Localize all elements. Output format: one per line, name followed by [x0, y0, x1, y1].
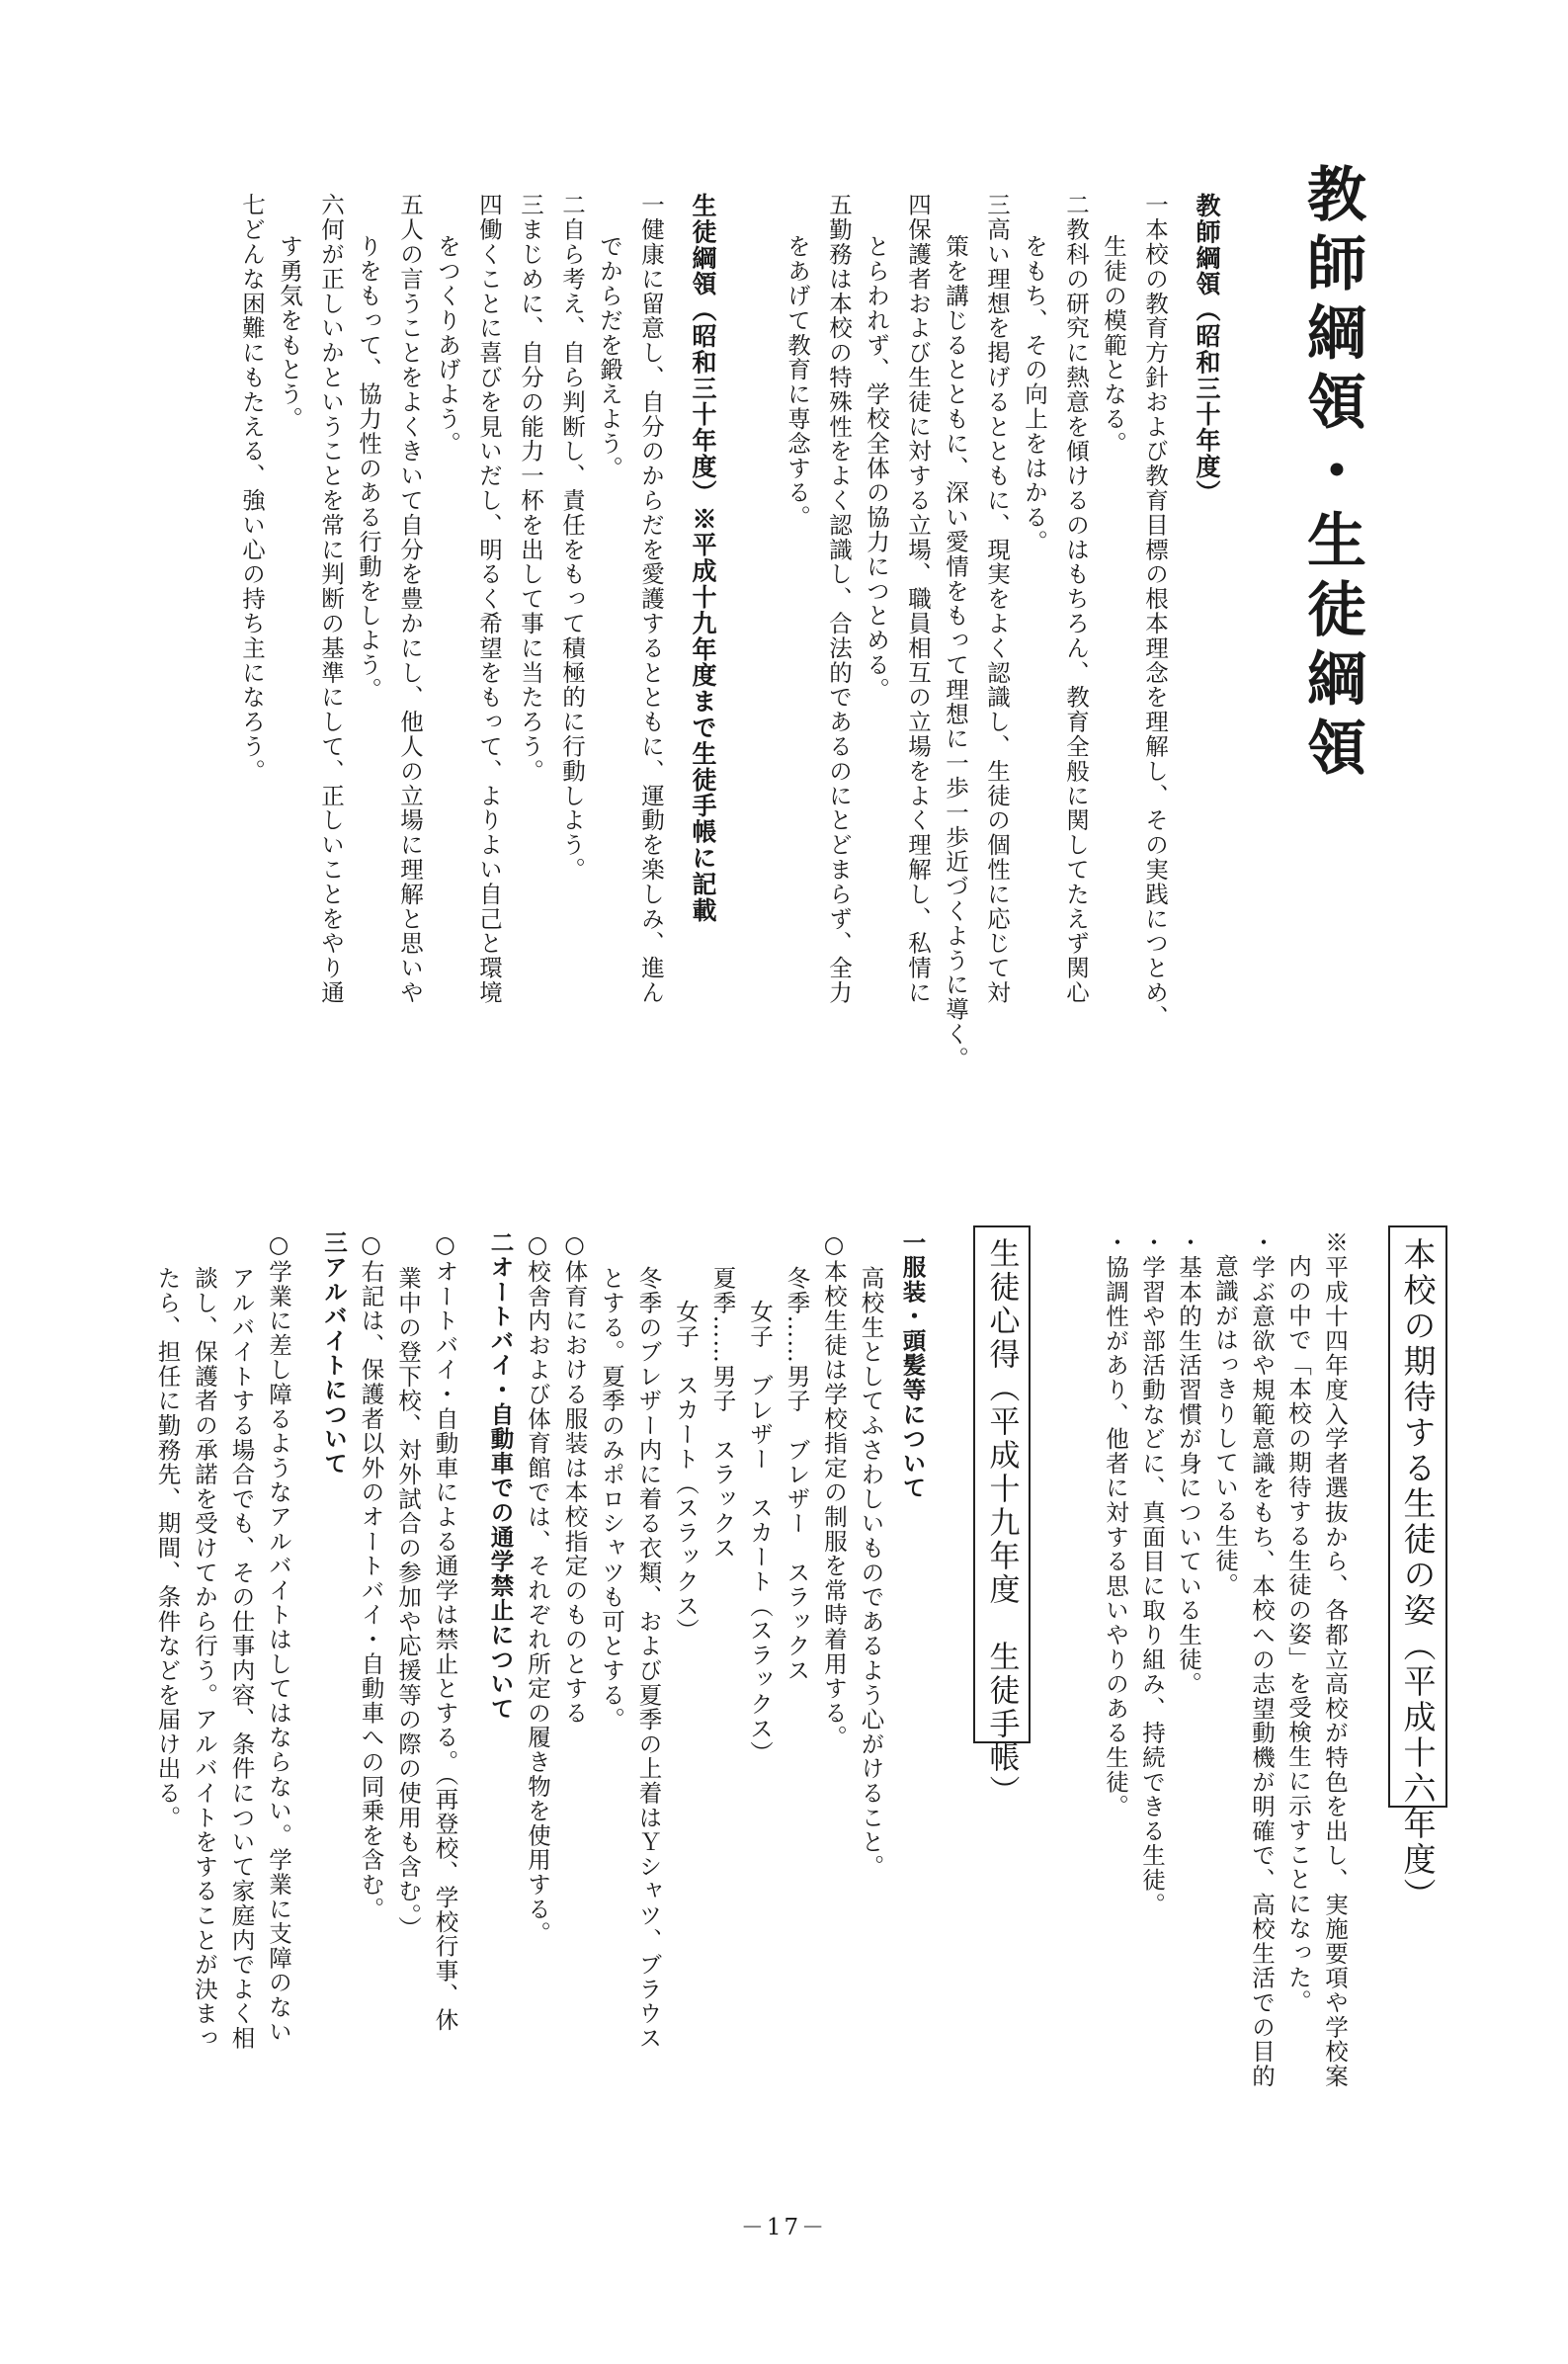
code-item-line: [549, 193, 591, 1062]
student-rules-body: [148, 1230, 931, 2219]
expected-student-body: [1097, 1230, 1353, 2219]
code-item-number: 三: [983, 193, 1011, 217]
code-item-number: 六: [317, 193, 345, 217]
code-item-line: [974, 193, 1016, 1062]
code-item-number: 二: [1062, 193, 1090, 217]
code-item-number: 五: [396, 193, 424, 217]
code-item-text: 勤務は本校の特殊性をよく認識し、合法的であるのにとどまらず、全力: [825, 216, 853, 1005]
code-item-text: をつくりあげよう。: [434, 234, 461, 457]
expected-bullet-line: ・協調性があり、他者に対する思いやりのある生徒。: [1102, 1230, 1129, 1819]
page-number: －17－: [740, 2215, 828, 2240]
expected-bullet-line: ・基本的生活習慣が身についている生徒。: [1175, 1230, 1202, 1697]
rules-section-title-text: オートバイ・自動車での通学禁止について: [486, 1254, 515, 1722]
rules-line: 女子 スカート（スラックス）: [672, 1300, 700, 1644]
rules-section-number: 三: [320, 1230, 348, 1255]
code-item-text: をもち、その向上をはかる。: [1021, 234, 1048, 554]
rules-section-number: 二: [486, 1230, 515, 1255]
expected-bullet-line: ・学習や部活動などに、真面目に取り組み、持続できる生徒。: [1138, 1230, 1166, 1917]
code-item-text: でからだを鍛えよう。: [596, 234, 623, 480]
rules-section-title-text: アルバイトについて: [320, 1254, 348, 1477]
rules-line: ○オートバイ・自動車による通学は禁止とする。（再登校、学校行事、休: [431, 1230, 459, 2033]
code-item-number: 一: [1141, 193, 1169, 217]
code-item-line: [816, 193, 858, 1062]
student-rules-heading: 生徒心得（平成十九年度 生徒手帳）: [983, 1237, 1020, 1809]
expected-student-heading: 本校の期待する生徒の姿（平成十六年度）: [1398, 1237, 1438, 1913]
code-item-text: 健康に留意し、自分のからだを愛護するとともに、運動を楽しみ、進ん: [637, 216, 665, 1005]
student-code: [198, 193, 721, 1062]
code-item-text: 何が正しいかということを常に判断の基準にして、正しいことをやり通: [317, 216, 345, 1005]
code-item-number: 三: [517, 193, 544, 217]
code-item-text: 自ら考え、自ら判断し、責任をもって積極的に行動しよう。: [558, 216, 586, 883]
rules-line: とする。夏季のみポロシャツも可とする。: [598, 1266, 625, 1732]
code-item-text: 策を講じるとともに、深い愛情をもって理想に一歩一歩近づくように導く。: [942, 234, 969, 1071]
code-item-text: とらわれず、学校全体の協力につとめる。: [863, 234, 890, 703]
rules-line: 談し、保護者の承諾を受けてから行う。アルバイトをすることが決まっ: [191, 1266, 218, 2051]
code-item-line: [308, 193, 350, 1062]
expected-note-line: ※平成十四年度入学者選抜から、各都立高校が特色を出し、実施要項や学校案: [1321, 1230, 1349, 2088]
code-item-line: [387, 193, 429, 1062]
code-item-line: [628, 193, 670, 1062]
rules-line: ○校舎内および体育館では、それぞれ所定の履き物を使用する。: [524, 1230, 551, 1946]
code-item-line: [1016, 193, 1053, 1062]
code-item-text: まじめに、自分の能力一杯を出して事に当たろう。: [517, 216, 544, 784]
expected-note-line: 内の中で「本校の期待する生徒の姿」を受検生に示すことになった。: [1284, 1254, 1312, 2014]
code-item-line: [508, 193, 549, 1062]
expected-bullet-line: ・学ぶ意欲や規範意識をもち、本校への志望動機が明確で、高校生活での目的: [1248, 1230, 1276, 2088]
code-item-text: 働くことに喜びを見いだし、明るく希望をもって、よりよい自己と環境: [475, 216, 503, 1005]
code-item-line: [1095, 193, 1132, 1062]
code-item-line: [229, 193, 271, 1062]
rules-section-title: [310, 1230, 352, 2219]
code-item-number: 一: [637, 193, 665, 217]
code-item-number: 七: [238, 193, 266, 217]
code-item-text: 人の言うことをよくきいて自分を豊かにし、他人の立場に理解と思いや: [396, 216, 424, 1005]
code-item-text: どんな困難にもたえる、強い心の持ち主になろう。: [238, 216, 266, 784]
code-item-number: 四: [475, 193, 503, 217]
code-item-text: 保護者および生徒に対する立場、職員相互の立場をよく理解し、私情に: [904, 216, 932, 1005]
code-item-line: [350, 193, 387, 1062]
code-item-text: す勇気をもとう。: [276, 234, 303, 432]
code-item-text: 教科の研究に熱意を傾けるのはもちろん、教育全般に関してたえず関心: [1062, 216, 1090, 1005]
rules-line: ○本校生徒は学校指定の制服を常時着用する。: [820, 1230, 848, 1750]
code-item-line: [429, 193, 466, 1062]
code-item-line: [779, 193, 816, 1062]
code-item-line: [466, 193, 508, 1062]
rules-line: たら、担任に勤務先、期間、条件などを届け出る。: [153, 1266, 182, 1830]
code-item-text: 本校の教育方針および教育目標の根本理念を理解し、その実践につとめ、: [1141, 216, 1169, 1030]
rules-line: 業中の登下校、対外試合の参加や応援等の際の使用も含む。）: [394, 1266, 422, 1941]
code-item-line: [591, 193, 628, 1062]
rules-section-title: [477, 1230, 519, 2219]
rules-line: ○右記は、保護者以外のオートバイ・自動車への同乗を含む。: [357, 1230, 385, 1921]
rules-line: 夏季……男子 スラックス: [708, 1266, 737, 1561]
rules-line: 冬季のブレザー内に着る衣類、および夏季の上着はＹシャツ、ブラウス: [634, 1266, 663, 2051]
rules-line: アルバイトする場合でも、その仕事内容、条件について家庭内でよく相: [227, 1266, 256, 2051]
teacher-code: [771, 193, 1225, 1071]
student-rules-heading-box: [973, 1225, 1031, 1809]
rules-line: ○学業に差し障るようなアルバイトはしてはならない。学業に支障のない: [265, 1230, 292, 2044]
expected-bullet-line: 意識がはっきりしている生徒。: [1211, 1254, 1239, 1598]
code-item-text: 生徒の模範となる。: [1100, 234, 1127, 457]
code-item-number: 四: [904, 193, 932, 217]
code-item-line: [858, 193, 895, 1062]
rules-line: 女子 ブレザー スカート（スラックス）: [746, 1300, 774, 1766]
code-item-line: [1053, 193, 1095, 1062]
rules-section-title-text: 服装・頭髪等について: [898, 1254, 927, 1500]
code-heading: 教師綱領（昭和三十年度）: [1193, 193, 1221, 506]
page-title: 教師綱領・生徒綱領: [1297, 163, 1366, 786]
expected-student-heading-box: [1388, 1225, 1447, 1913]
rules-line: 高校生としてふさわしいものであるよう心がけること。: [857, 1266, 885, 1879]
code-item-text: をあげて教育に専念する。: [784, 234, 811, 530]
code-item-number: 二: [558, 193, 586, 217]
rules-line: ○体育における服装は本校指定のものとする: [560, 1230, 589, 1726]
code-heading: 生徒綱領（昭和三十年度）※平成十九年度まで生徒手帳に記載: [689, 193, 717, 924]
code-item-line: [1132, 193, 1174, 1062]
rules-section-number: 一: [898, 1230, 927, 1255]
code-item-number: 五: [825, 193, 853, 217]
code-item-text: 高い理想を掲げるとともに、現実をよく認識し、生徒の個性に応じて対: [983, 216, 1011, 1005]
rules-section-title: [889, 1230, 931, 2219]
code-item-line: [271, 193, 308, 1062]
code-item-line: [895, 193, 937, 1062]
code-item-text: りをもって、協力性のある行動をしよう。: [355, 234, 382, 703]
rules-line: 冬季……男子 ブレザー スラックス: [783, 1266, 811, 1683]
code-item-line: [937, 193, 974, 1071]
